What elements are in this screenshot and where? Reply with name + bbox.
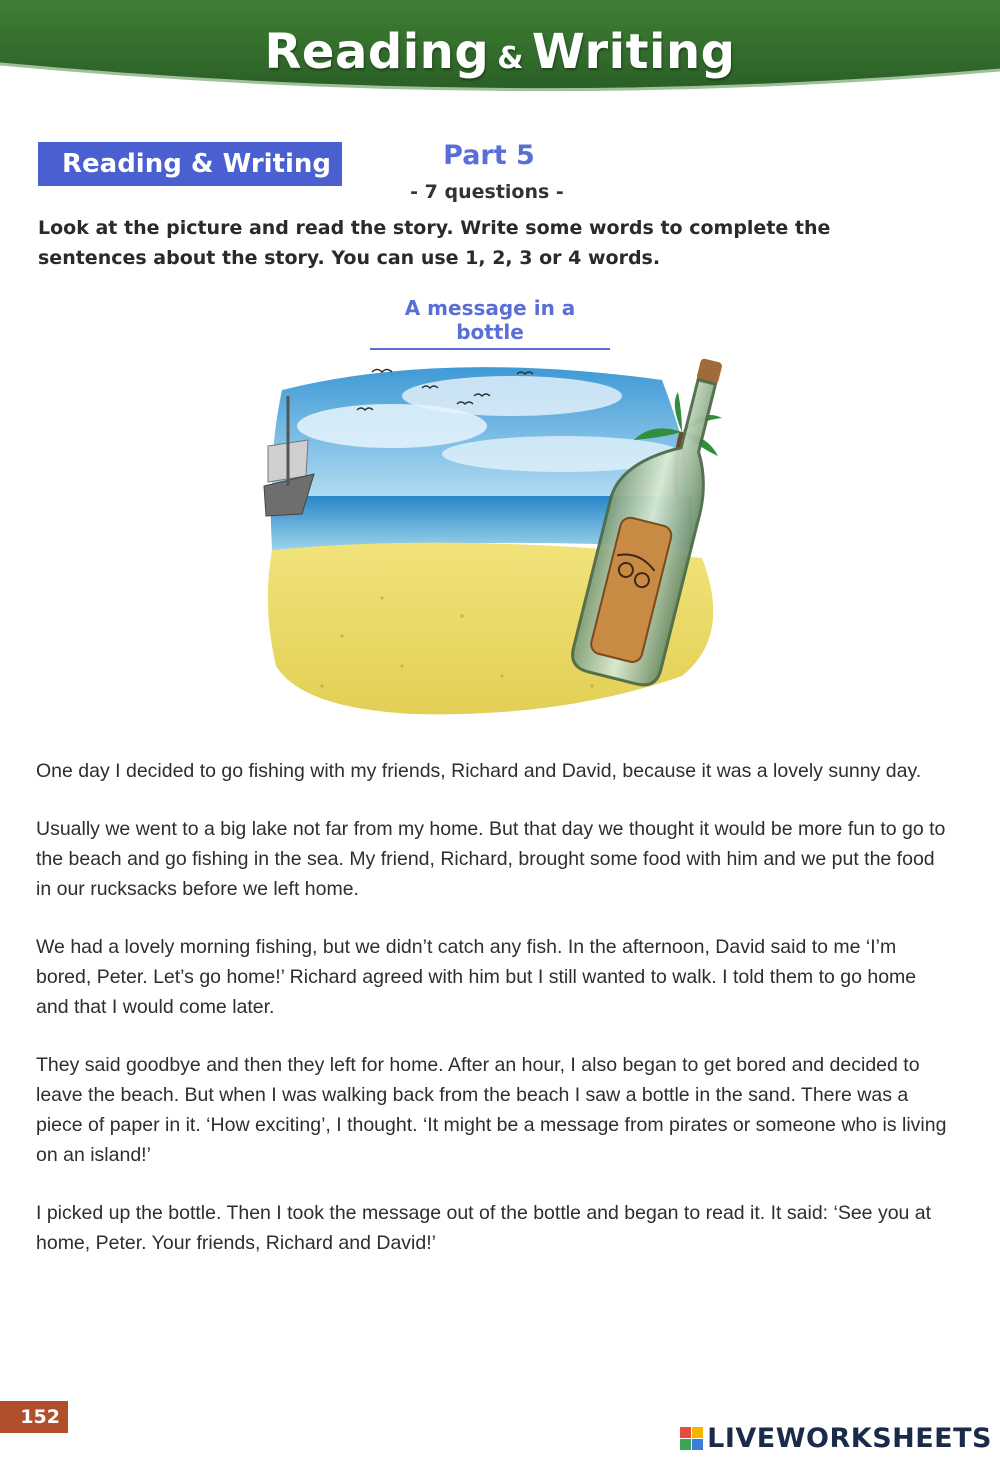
- instructions: Look at the picture and read the story. Write some words to complete the sentences about the story. You can use 1, 2, 3 or 4 words.: [38, 217, 831, 269]
- story-title: A message in a bottle: [370, 296, 610, 350]
- logo-grid-icon: [680, 1427, 703, 1450]
- page-title: [0, 24, 1000, 80]
- story-paragraph: They said goodbye and then they left for home. After an hour, I also began to get bored and decided to leave the beach. But when I was walking back from the beach I saw a bottle in the sand. There was a piece of paper in it. ‘How exciting’, I thought. ‘It might be a message from pirates or someone who is living on an island!’: [36, 1054, 947, 1166]
- liveworksheets-logo: [680, 1420, 992, 1456]
- story-paragraph: We had a lovely morning fishing, but we didn’t catch any fish. In the afternoon, David said to me ‘I’m bored, Peter. Let’s go home!’ Richard agreed with him but I still wanted to walk. I told them to go home and that I would come later.: [36, 936, 917, 1018]
- header-banner: [0, 0, 1000, 110]
- title-ampersand: &: [497, 41, 524, 76]
- question-count: - 7 questions -: [410, 181, 564, 203]
- page-number: 152: [0, 1401, 68, 1433]
- part-title: Part 5: [443, 140, 535, 171]
- story-paragraph: I picked up the bottle. Then I took the message out of the bottle and began to read it. It said: ‘See you at home, Peter. Your friends, Richard and David!’: [36, 1202, 932, 1254]
- title-part-writing: Writing: [531, 24, 736, 80]
- section-label: Reading & Writing: [38, 142, 342, 186]
- logo-text: LIVEWORKSHEETS: [707, 1422, 992, 1454]
- story-paragraph: Usually we went to a big lake not far from my home. But that day we thought it would be more fun to go to the beach and go fishing in the sea. My friend, Richard, brought some food with him and we put the food in our rucksacks before we left home.: [36, 818, 946, 900]
- beach-bottle-illustration: [262, 336, 722, 726]
- story-text: [36, 756, 948, 1286]
- story-paragraph: One day I decided to go fishing with my friends, Richard and David, because it was a lovely sunny day.: [36, 760, 922, 782]
- title-part-reading: Reading: [264, 24, 490, 80]
